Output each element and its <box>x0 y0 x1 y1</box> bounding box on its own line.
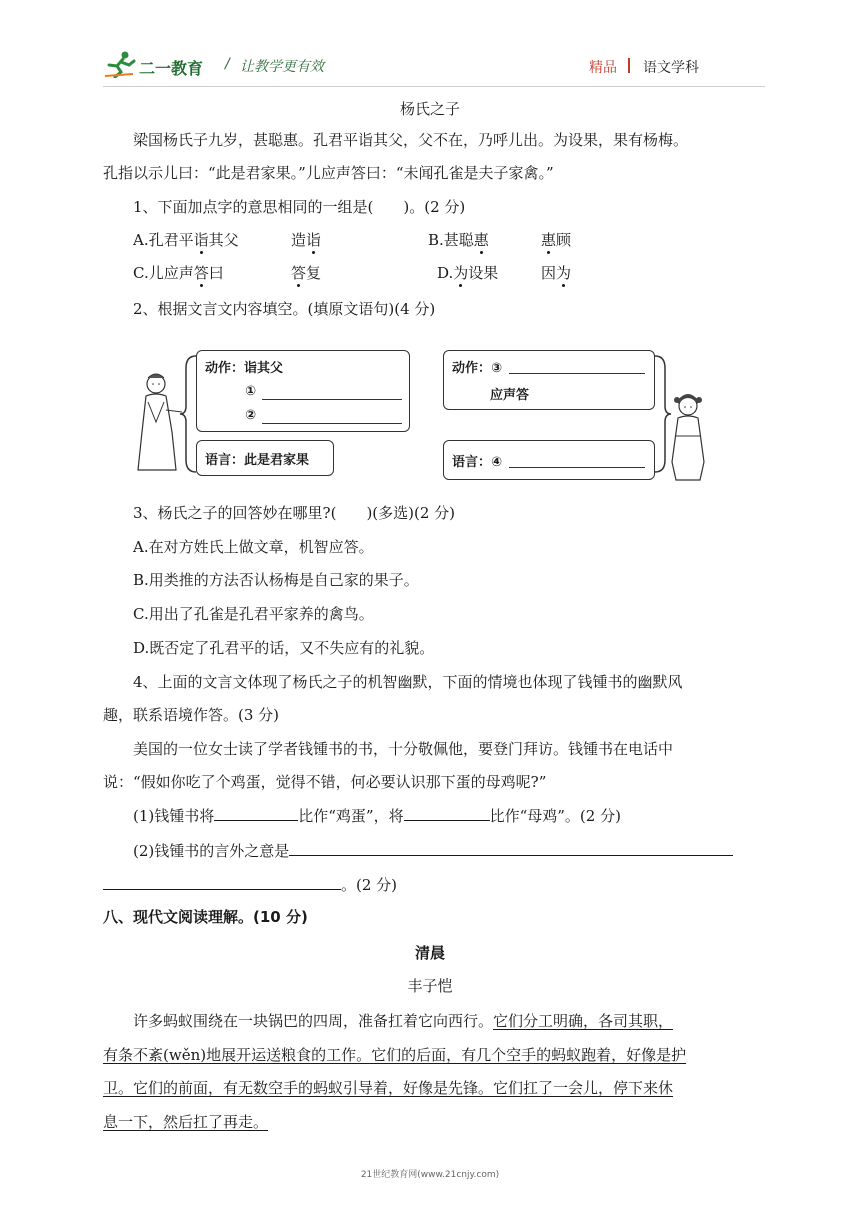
runner-logo-icon <box>103 50 137 78</box>
sub-question-2-cont: 。(2 分) <box>103 875 763 895</box>
context-line: 说：“假如你吃了个鸡蛋，觉得不错，何必要认识那下蛋的母鸡呢?” <box>103 773 547 791</box>
option-c: C.用出了孔雀是孔君平家养的禽鸟。 <box>133 605 374 623</box>
option-c-compare: 答复 <box>291 264 322 282</box>
blank-1-label: ① <box>245 384 257 399</box>
header-rule <box>103 86 765 87</box>
subject-label: 语文学科 <box>643 60 699 76</box>
answer-blank[interactable] <box>103 875 341 890</box>
question-4-stem: 趣，联系语境作答。(3 分) <box>103 706 280 724</box>
passage-line: 孔指以示儿曰：“此是君家果。”儿应声答曰：“未闻孔雀是夫子家禽。” <box>103 164 554 182</box>
speech-label-left: 语言：此是君家果 <box>205 453 310 468</box>
dotted-char: 答 <box>193 264 209 282</box>
blank-2-line <box>262 423 402 424</box>
passage-line: 许多蚂蚁围绕在一块锅巴的四周，准备扛着它向西行。它们分工明确，各司其职， <box>133 1012 674 1030</box>
blank-1-line <box>262 399 402 400</box>
option-d: D.为设果 <box>437 264 499 282</box>
option-b: B.甚聪惠 <box>428 231 489 249</box>
blank-3-line <box>509 373 645 374</box>
passage-title: 清晨 <box>414 944 445 962</box>
answer-blank[interactable] <box>214 806 298 821</box>
option-b: B.用类推的方法否认杨梅是自己家的果子。 <box>133 571 419 589</box>
header-divider <box>628 58 630 73</box>
slogan: 让教学更有效 <box>240 59 324 75</box>
dotted-char: 为 <box>556 264 572 282</box>
context-line: 美国的一位女士读了学者钱锺书的书，十分敬佩他，要登门拜访。钱锺书在电话中 <box>133 740 674 758</box>
dotted-char: 诣 <box>193 231 209 249</box>
question-2-stem: 2、根据文言文内容填空。(填原文语句)(4 分) <box>133 300 436 318</box>
passage-title: 杨氏之子 <box>399 100 460 118</box>
passage-line: 卫。它们的前面，有无数空手的蚂蚁引导着，好像是先锋。它们扛了一会儿，停下来休 <box>103 1079 674 1097</box>
question-1-stem: 1、下面加点字的意思相同的一组是( )。(2 分) <box>133 198 466 216</box>
dotted-char: 惠 <box>473 231 489 249</box>
option-c: C.儿应声答曰 <box>133 264 224 282</box>
question-4-stem: 4、上面的文言文体现了杨氏之子的机智幽默，下面的情境也体现了钱锺书的幽默风 <box>133 673 683 691</box>
passage-author: 丰子恺 <box>407 977 453 995</box>
action-label-left: 动作：诣其父 <box>205 361 284 376</box>
option-d: D.既否定了孔君平的话，又不失应有的礼貌。 <box>133 639 435 657</box>
blank-4-line <box>509 467 645 468</box>
passage-line: 息一下，然后扛了再走。 <box>103 1113 269 1131</box>
speech-label-right: 语言：④ <box>452 455 503 470</box>
passage-line: 梁国杨氏子九岁，甚聪惠。孔君平诣其父，父不在，乃呼儿出。为设果，果有杨梅。 <box>133 131 689 149</box>
premium-label: 精品 <box>589 60 617 76</box>
blank-2-label: ② <box>245 408 257 423</box>
sub-question-1: (1)钱锺书将 比作“鸡蛋”，将 比作“母鸡”。(2 分) <box>133 807 621 825</box>
dotted-char: 答 <box>291 264 307 282</box>
action-label-right: 动作：③ <box>452 361 503 376</box>
question-3-stem: 3、杨氏之子的回答妙在哪里?( )(多选)(2 分) <box>133 504 456 522</box>
option-a: A.在对方姓氏上做文章，机智应答。 <box>133 538 374 556</box>
brand-logo <box>103 50 223 80</box>
dotted-char: 惠 <box>541 231 557 249</box>
section-heading: 八、现代文阅读理解。(10 分) <box>103 908 308 926</box>
dotted-char: 为 <box>453 264 469 282</box>
separator: / <box>225 56 230 72</box>
footer-text: 21世纪教育网(www.21cnjy.com) <box>360 1170 500 1180</box>
dotted-char: 诣 <box>306 231 322 249</box>
brand-name: 二一教育 <box>139 59 204 78</box>
answer-blank[interactable] <box>404 806 490 821</box>
option-a-compare: 造诣 <box>291 231 322 249</box>
action-sub-right: 应声答 <box>490 388 530 403</box>
option-a: A.孔君平诣其父 <box>133 231 239 249</box>
answer-blank[interactable] <box>289 841 733 856</box>
boy-figure-icon <box>128 372 184 472</box>
option-b-compare: 惠顾 <box>541 231 572 249</box>
child-figure-icon <box>666 392 710 482</box>
passage-line: 有条不紊(wěn)地展开运送粮食的工作。它们的后面，有几个空手的蚂蚁跑着，好像是护 <box>103 1046 687 1064</box>
sub-question-2: (2)钱锺书的言外之意是 <box>133 841 793 861</box>
option-d-compare: 因为 <box>541 264 572 282</box>
